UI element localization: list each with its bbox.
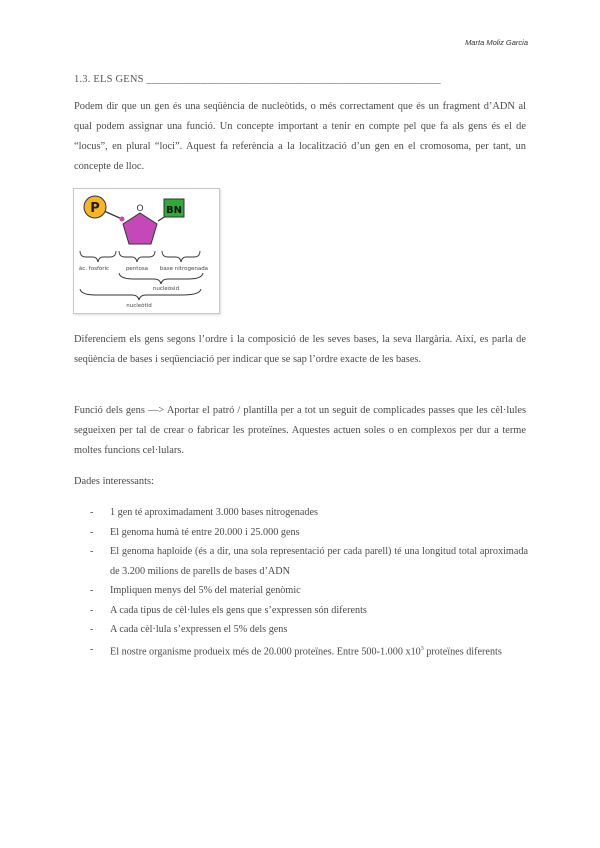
brace-nucleoside (119, 273, 203, 284)
label-nucleoside: nucleòsid (152, 286, 180, 292)
label-pentose: pentosa (125, 266, 149, 272)
list-item: - El genoma haploide (és a dir, una sola representació per cada parell) té una longitud total aproximada de 3.200 milions de parells de bases d’ADN (88, 542, 528, 581)
base-label: BN (166, 205, 182, 216)
brace-nucleotide (80, 289, 201, 300)
list-item: - A cada tipus de cèl·lules els gens que s’expressen són diferents (88, 601, 528, 621)
paragraph-gene-differences: Diferenciem els gens segons l’ordre i la composició de les seves bases, la seva llargària. Així, es parla de seqüència de bases i seqüenciació per indicar que se sap l’ordre exacte de les bases. (74, 334, 526, 365)
author-name: Marta Moliz Garcia (465, 38, 528, 47)
brace-phosphate (80, 251, 116, 262)
list-item: - El genoma humà té entre 20.000 i 25.000 gens (88, 523, 528, 543)
fact-text-before: El nostre organisme produeix més de 20.000 proteïnes. Entre 500-1.000 x10 (110, 645, 421, 657)
label-phosphoric-acid: àc. fosfòric (78, 266, 110, 272)
section-title: 1.3. ELS GENS ______________________________________________________ (74, 74, 441, 85)
pentose-shape (123, 213, 157, 244)
fact-text-after: proteïnes diferents (423, 645, 502, 657)
paragraph-gene-function: Funció dels gens —> Aportar el patró / plantilla per a tot un seguit de complicades passes que les cèl·lules segueixen per tal de crear o fabricar les proteïnes. Aquestes actuen soles o en complexos per dur a terme moltes funcions cel·lulars. (74, 405, 526, 456)
brace-pentose (119, 251, 155, 262)
sugar-oxygen-label: O (136, 204, 144, 214)
paragraph-gene-definition: Podem dir que un gen és una seqüència de nucleòtids, o més correctament que és un fragment d’ADN al qual podem assignar una funció. Un concepte important a tenir en compte pel que fa als gens és el de “locus”, en plural “loci”. Aquest fa referència a la localització d’un gen en el cromosoma, per tant, un concepte de lloc. (74, 101, 526, 172)
brace-base (162, 251, 200, 262)
phosphate-bond (104, 211, 122, 219)
paragraph-interesting-facts-heading: Dades interessants: (74, 476, 154, 487)
nucleotide-figure (73, 188, 220, 314)
bond-dot (120, 217, 125, 222)
facts-list (88, 503, 528, 661)
list-item: - A cada cèl·lula s’expressen el 5% dels gens (88, 620, 528, 640)
label-nitrogen-base: base nitrogenada (159, 266, 209, 272)
nucleotide-diagram (74, 189, 219, 313)
fact-exponent: 3 (420, 645, 424, 652)
phosphate-label: P (90, 201, 100, 216)
list-item: - 1 gen té aproximadament 3.000 bases nitrogenades (88, 503, 528, 523)
label-nucleotide: nucleòtid (126, 303, 152, 309)
list-item: - Impliquen menys del 5% del material genòmic (88, 581, 528, 601)
list-item (88, 640, 528, 662)
